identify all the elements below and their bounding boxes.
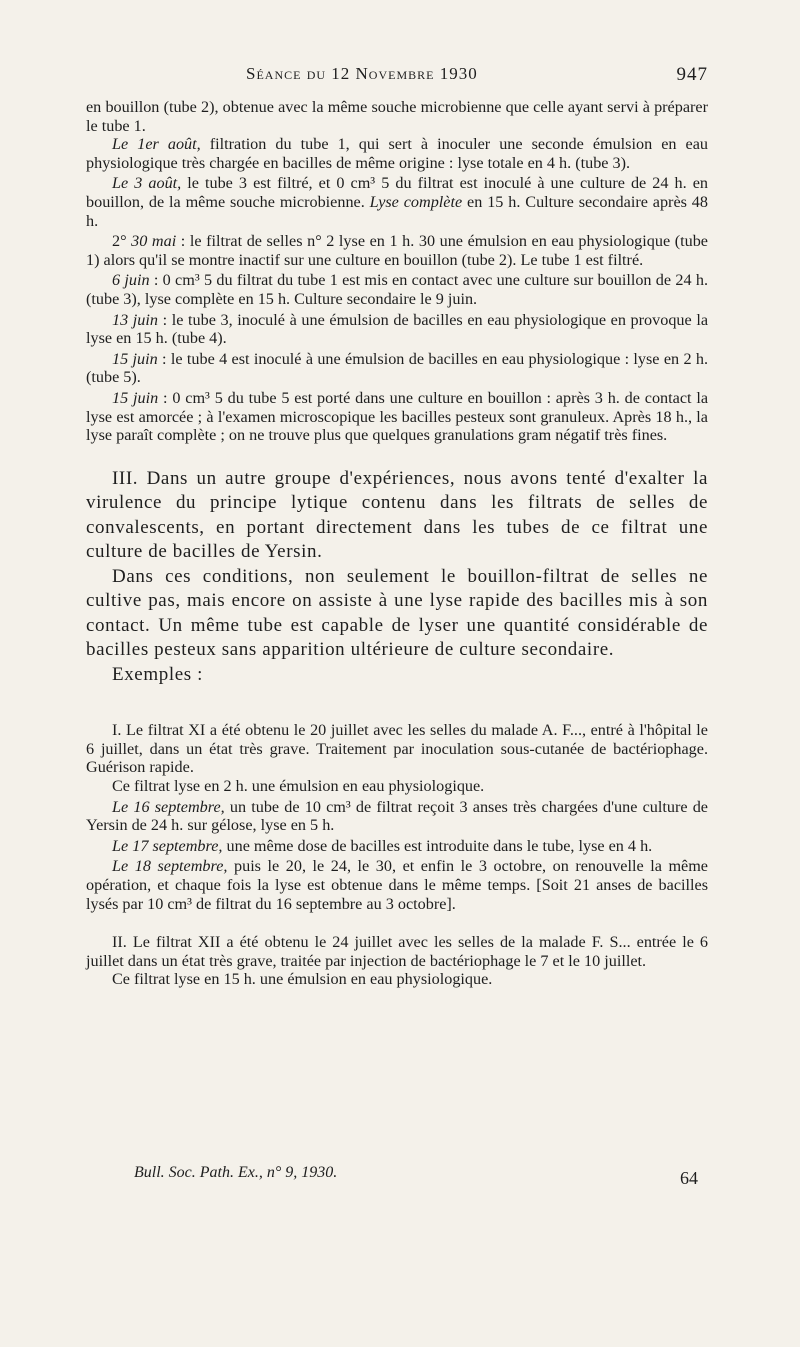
item-number: 2° [112,232,132,251]
paragraph [86,350,708,387]
page-footer [86,1164,708,1188]
date-label: Le 1er août, [112,135,201,154]
running-header [86,58,708,98]
paragraph-text: une même dose de bacilles est introduite dans le tube, lyse en 4 h. [222,836,653,855]
paragraph: III. Dans un autre groupe d'expériences, nous avons tenté d'exalter la virulence du principe lytique contenu dans les filtrats de selles de convalescents, en portant directement dans les tubes de ce filtrat une culture de bacilles de Yersin. [86,467,708,563]
date-label: Le 17 septembre, [112,836,223,855]
examples-heading: Exemples : [112,663,203,685]
paragraph [86,271,708,308]
signature-mark: 64 [680,1168,698,1188]
paragraph [86,232,708,269]
paragraph-text: le tube 3 est filtré, et 0 cm³ 5 du filtrat est inoculé à une culture de 24 h. en bouillon, de la même souche microbienne. [86,174,708,211]
date-label: Le 16 septembre, [112,797,225,816]
paragraph: en bouillon (tube 2), obtenue avec la même souche microbienne que celle ayant servi à préparer le tube 1. [86,98,708,135]
paragraph [86,174,708,230]
paragraph-text: : le tube 3, inoculé à une émulsion de bacilles en eau physiologique en provoque la lyse en 15 h. (tube 4). [86,310,709,348]
paragraph: Ce filtrat lyse en 2 h. une émulsion en eau physiologique. [112,776,485,795]
paragraph-text: en 15 h. Culture secondaire après 48 h. [86,192,708,230]
page-number: 947 [676,64,708,85]
date-label: 15 juin [112,349,158,368]
paragraph-text: filtration du tube 1, qui sert à inoculer une seconde émulsion en eau physiologique très chargée en bacilles de même origine : lyse totale en 4 h. (tube 3). [86,135,709,172]
paragraph-text: un tube de 10 cm³ de filtrat reçoit 3 anses très chargées d'une culture de Yersin de 24 h. sur gélose, lyse en 5 h. [86,797,708,835]
date-label: Le 18 septembre, [112,857,228,876]
example-two [86,933,708,989]
paragraph: Dans ces conditions, non seulement le bouillon-filtrat de selles ne cultive pas, mais encore on assiste à une lyse rapide des bacilles mis à son contact. Un même tube est capable de lyser une quantité considérable de bacilles pesteux sans apparition ultérieure de culture secondaire. [86,565,708,661]
paragraph [86,837,708,856]
emphasis: Lyse complète [369,192,463,211]
date-label: 6 juin [112,271,150,290]
example-one [86,721,708,913]
paragraph-text: : le filtrat de selles n° 2 lyse en 1 h. 30 une émulsion en eau physiologique (tube 1) alors qu'il se montre inactif sur une culture en bouillon (tube 2). Le tube 1 est filtré. [86,232,708,269]
date-label: 30 mai [131,232,177,251]
date-label: 15 juin [112,388,159,407]
date-label: 13 juin [112,310,158,329]
paragraph [86,389,708,445]
header-title: Séance du 12 Novembre 1930 [246,64,478,83]
date-label: Le 3 août, [112,174,182,193]
journal-reference: Bull. Soc. Path. Ex., n° 9, 1930. [134,1164,338,1181]
paragraph: Ce filtrat lyse en 15 h. une émulsion en eau physiologique. [112,970,493,989]
paragraph: I. Le filtrat XI a été obtenu le 20 juillet avec les selles du malade A. F..., entré à l'hôpital le 6 juillet, dans un état très grave. Traitement par inoculation sous-cutanée de bactériophage. Guérison rapide. [86,721,708,777]
experiment-notes [86,98,708,445]
paragraph [86,798,708,835]
paragraph-text: : le tube 4 est inoculé à une émulsion de bacilles en eau physiologique : lyse en 2 h. (tube 5). [86,349,709,387]
paragraph-text: puis le 20, le 24, le 30, et enfin le 3 octobre, on renouvelle la même opération, et chaque fois la lyse est obtenue dans le même temps. [Soit 21 anses de bacilles lysés par 10 cm³ de filtrat du 16 septembre au 3 octobre]. [86,857,708,913]
paragraph [86,857,708,913]
paragraph [86,311,708,348]
paragraph-text: : 0 cm³ 5 du filtrat du tube 1 est mis en contact avec une culture sur bouillon de 24 h. (tube 3), lyse complète en 15 h. Culture secondaire le 9 juin. [86,271,709,308]
paragraph: II. Le filtrat XII a été obtenu le 24 juillet avec les selles de la malade F. S... entrée le 6 juillet dans un état très grave, traitée par injection de bactériophage le 7 et le 10 juillet. [86,933,708,970]
section-three [86,467,708,688]
paragraph [86,135,708,172]
paragraph-text: : 0 cm³ 5 du tube 5 est porté dans une culture en bouillon : après 3 h. de contact la lyse est amorcée ; à l'examen microscopique les bacilles pesteux sont granuleux. Après 18 h., la lyse paraît complète ; on ne trouve plus que quelques granulations gram négatif très fines. [86,388,709,445]
